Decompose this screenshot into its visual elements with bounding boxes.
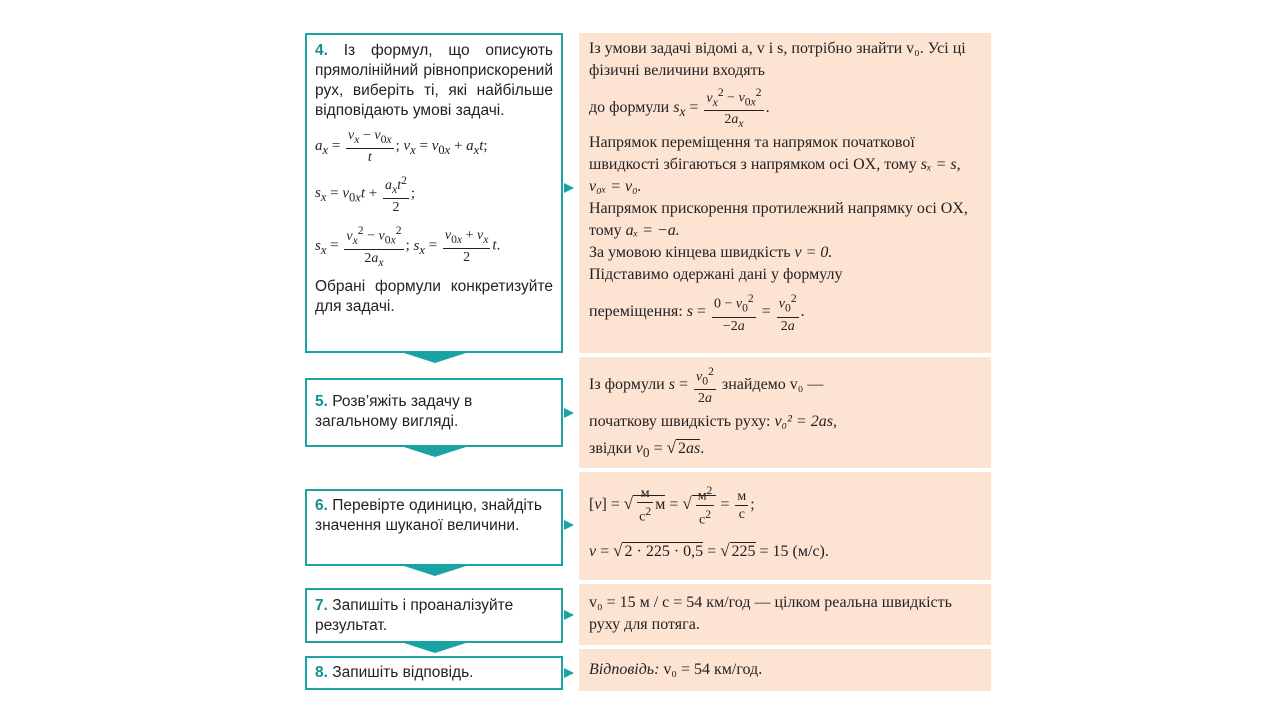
sol4-p1b: до формули $s_x$ = $\frac{v_x^2 - v_{0x}^2}{2a_x}$ . bbox=[589, 86, 770, 131]
sol4-p4: За умовою кінцева швидкість v = 0. bbox=[589, 244, 833, 262]
down-arrow-icon bbox=[404, 447, 466, 457]
right-arrow-icon bbox=[564, 610, 574, 620]
right-arrow-icon bbox=[564, 520, 574, 530]
sol4-p5b: переміщення: s = $\frac{0 - v_0^2}{-2a}$ = $\frac{v_0^2}{2a}$ . bbox=[589, 292, 805, 334]
solution-8-box bbox=[579, 649, 991, 691]
sol6-units: [v] = √ м $с^2$ м = √ $м^2$ $с^2$ = м с ; bbox=[589, 484, 755, 528]
formula-acceleration: $a_x$ = $\frac{v_x - v_{0x}}{t}$ ; $v_x = v_{0x} + a_xt$; bbox=[315, 128, 488, 165]
answer-label: Відповідь: bbox=[589, 661, 660, 678]
solution-4-box bbox=[579, 33, 991, 353]
right-arrow-icon bbox=[564, 668, 574, 678]
step-6-box: 6. Перевірте одиницю, знайдіть значення шуканої величини. bbox=[305, 489, 563, 566]
sol5-p2: початкову швидкість руху: v₀² = 2as, bbox=[589, 413, 837, 431]
down-arrow-icon bbox=[404, 353, 466, 363]
sol7-text: v₀ = 15 м / с = 54 км/год — цілком реальна швидкість руху для потяга. bbox=[589, 594, 952, 633]
sol4-p3: Напрямок прискорення протилежний напрямку осі OX, тому aₓ = −a. bbox=[589, 200, 968, 240]
step-5-box: 5. Розв’яжіть задачу в загальному вигляді. bbox=[305, 378, 563, 447]
sol4-p2: Напрямок переміщення та напрямок початкової швидкості збігаються з напрямком осі OX, тому sₓ = s, v₀ₓ = v₀. bbox=[589, 134, 961, 196]
step-4-after: Обрані формули конкретизуйте для задачі. bbox=[315, 277, 553, 315]
sol5-p3: звідки $v_0$ = √ 2as. bbox=[589, 438, 705, 461]
sol6-calc: v = √ 2 · 225 · 0,5 = √ 225 = 15 (м/с). bbox=[589, 541, 829, 561]
step-4-box bbox=[305, 33, 563, 353]
down-arrow-icon bbox=[404, 566, 466, 576]
step-8-box: 8. Запишіть відповідь. bbox=[305, 656, 563, 690]
step-4-text: 4. Із формул, що описують прямолінійний рівноприскорений рух, виберіть ті, які найбільше відповідають умові задачі. bbox=[315, 42, 553, 119]
answer-text: v₀ = 54 км/год. bbox=[663, 661, 763, 678]
solution-7-box bbox=[579, 584, 991, 645]
down-arrow-icon bbox=[404, 643, 466, 653]
formula-displacement-2: $s_x$ = $\frac{v_x^2 - v_{0x}^2}{2a_x}$ ; $s_x$ = $\frac{v_{0x} + v_x}{2}$ t. bbox=[315, 224, 501, 269]
right-arrow-icon bbox=[564, 183, 574, 193]
sol4-p1: Із умови задачі відомі a, v і s, потрібно знайти v₀. Усі ці фізичні величини входять bbox=[589, 40, 966, 79]
step-7-box: 7. Запишіть і проаналізуйте результат. bbox=[305, 588, 563, 643]
sol4-p5: Підставимо одержані дані у формулу bbox=[589, 266, 843, 284]
solution-6-box bbox=[579, 472, 991, 580]
sol5-p1: Із формули s = $\frac{v_0^2}{2a}$ знайдемо v₀ — bbox=[589, 365, 824, 407]
solution-5-box bbox=[579, 357, 991, 468]
formula-displacement-1: $s_x = v_{0x}t$ + $a_xt^2$ 2 ; bbox=[315, 173, 416, 216]
right-arrow-icon bbox=[564, 408, 574, 418]
